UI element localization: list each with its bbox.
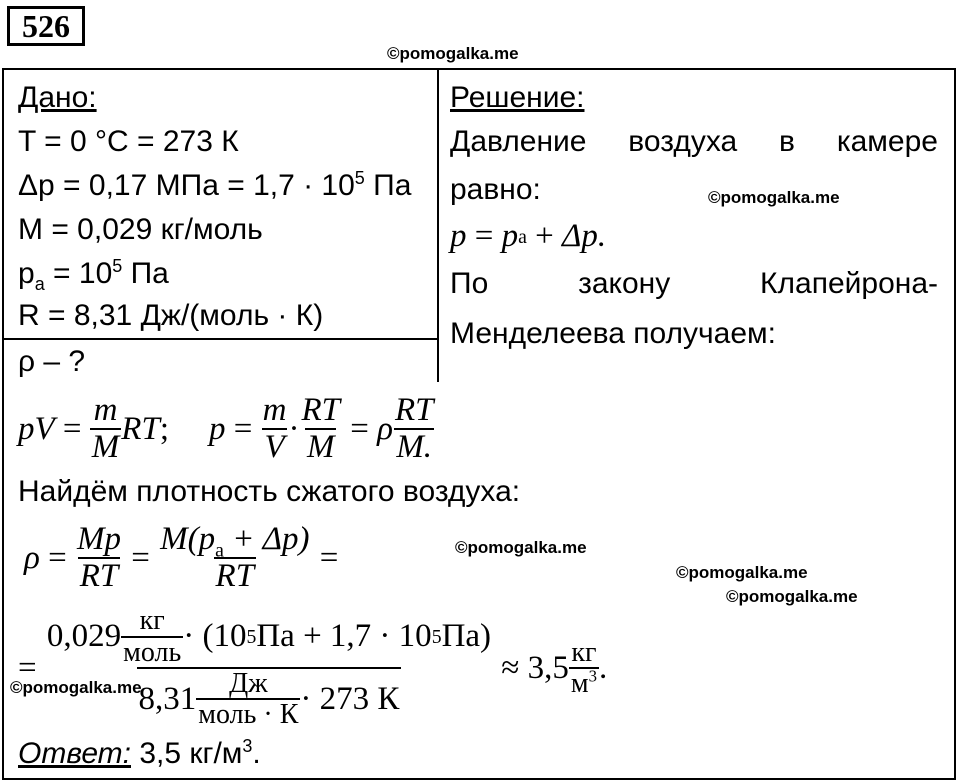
find-density: ρ – ? bbox=[18, 345, 86, 378]
solution-paragraph-1-end: равно: bbox=[450, 173, 541, 206]
frame-left bbox=[2, 68, 4, 780]
given-pressure-diff: Δp = 0,17 МПа = $1,7 \cdot 10^5$ Па bbox=[18, 168, 412, 202]
column-divider bbox=[437, 68, 439, 382]
watermark: ©pomogalka.me bbox=[708, 188, 840, 207]
frame-bottom bbox=[2, 778, 956, 780]
text-find-density: Найдём плотность сжатого воздуха: bbox=[18, 475, 521, 508]
frame-top bbox=[2, 68, 956, 70]
solution-title: Решение: bbox=[450, 81, 585, 114]
answer: Ответ: 3,5 $кг/м^3$. bbox=[18, 736, 261, 770]
solution-paragraph-2: По закону Клапейрона- bbox=[450, 267, 938, 300]
given-title: Дано: bbox=[18, 81, 97, 114]
watermark: ©pomogalka.me bbox=[676, 563, 808, 582]
watermark: ©pomogalka.me bbox=[726, 587, 858, 606]
given-divider bbox=[2, 338, 439, 340]
solution-paragraph-2-end: Менделеева получаем: bbox=[450, 317, 777, 350]
problem-number: 526 bbox=[7, 6, 85, 46]
equation-clapeyron: pV = $\frac{m}{M}$ RT ; p = $\frac{m}{V}$ · $\frac{RT}{M}$ = ρ $\frac{RT}{M.}$ bbox=[18, 392, 434, 465]
given-gas-constant: R = 8,31 Дж/(моль · К) bbox=[18, 299, 324, 332]
given-temperature: T = 0 °C = 273 К bbox=[18, 125, 239, 158]
given-molar-mass: M = 0,029 кг/моль bbox=[18, 213, 263, 246]
equation-pressure-sum: p = p a + Δp. bbox=[450, 218, 607, 254]
watermark: ©pomogalka.me bbox=[455, 538, 587, 557]
frame-right bbox=[954, 68, 956, 780]
solution-paragraph-1: Давление воздуха в камере bbox=[450, 125, 938, 158]
equation-density: ρ = $\frac{Mp}{RT}$ = $\frac{M(p_a + \Delta p)}{RT}$ = bbox=[24, 521, 339, 594]
given-atm-pressure: $p_a = 10^5$ Па bbox=[18, 256, 169, 294]
watermark: ©pomogalka.me bbox=[387, 44, 519, 63]
watermark: ©pomogalka.me bbox=[10, 678, 142, 697]
equation-calculation: = 0,029 $\frac{кг}{\text{моль}}$ · (10 5 Па + 1,7 · 10 5 Па) 8,31 $\frac{Дж}{\text{моль · К}}$ · 273 К ≈ 3,5 $\frac{кг}{м^3}$ . bbox=[18, 605, 608, 731]
